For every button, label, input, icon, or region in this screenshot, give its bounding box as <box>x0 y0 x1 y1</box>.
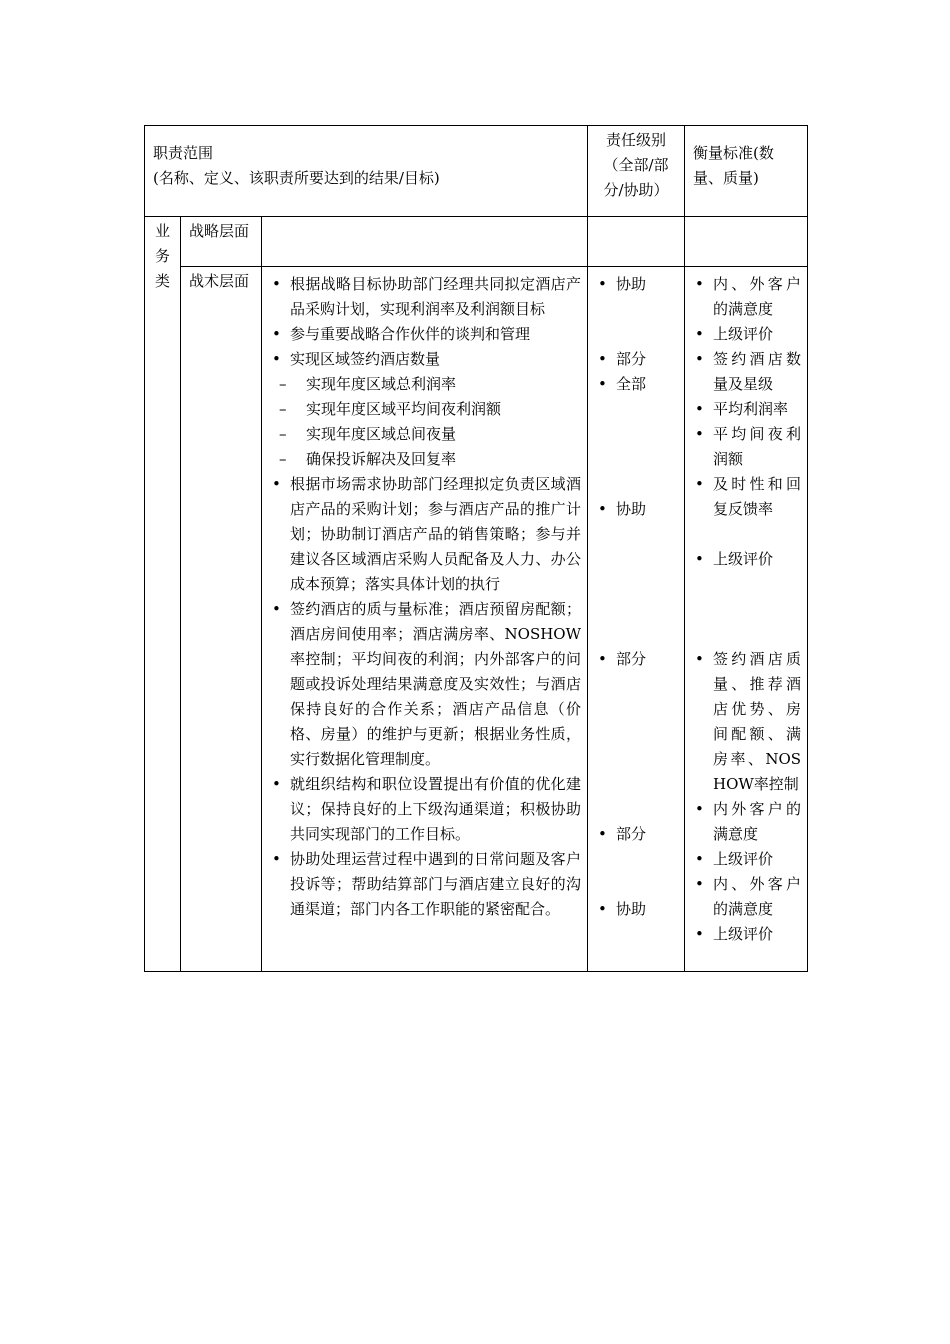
duty-item: • 协助处理运营过程中遇到的日常问题及客户投诉等；帮助结算部门与酒店建立良好的沟通渠道；部门内各工作职能的紧密配合。 <box>268 847 581 922</box>
sub-duty-item: – 实现年度区域总利润率 <box>268 372 581 397</box>
responsibility-item: • 部分 <box>594 822 678 847</box>
duty-item <box>268 347 581 472</box>
measure-item: • 上级评价 <box>691 922 801 947</box>
measure-item: • 上级评价 <box>691 847 801 872</box>
header-scope-cell <box>145 126 588 217</box>
duty-item-text: 实现区域签约酒店数量 <box>290 350 441 368</box>
responsibility-item: • 协助 <box>594 897 678 922</box>
tactics-level-label: 战术层面 <box>189 272 250 290</box>
strategy-level-label: 战略层面 <box>189 222 250 240</box>
responsibility-item: • 协助 <box>594 272 678 297</box>
header-measure-cell <box>685 126 808 217</box>
measure-item: • 签约酒店数量及星级 <box>691 347 801 397</box>
strategy-responsibility-cell <box>588 217 685 267</box>
duty-item: • 签约酒店的质与量标准；酒店预留房配额；酒店房间使用率；酒店满房率、NOSHOW率控制；平均间夜的利润；内外部客户的问题或投诉处理结果满意度及实效性；与酒店保持良好的合作关系；酒店产品信息（价格、房量）的维护与更新；根据业务性质，实行数据化管理制度。 <box>268 597 581 772</box>
strategy-level-cell <box>181 217 262 267</box>
duty-list <box>268 272 581 922</box>
tactics-measure-cell <box>685 267 808 972</box>
strategy-duty-cell <box>262 217 588 267</box>
duty-item: • 就组织结构和职位设置提出有价值的优化建议；保持良好的上下级沟通渠道；积极协助共同实现部门的工作目标。 <box>268 772 581 847</box>
measure-item: • 上级评价 <box>691 322 801 347</box>
responsibility-list <box>594 272 678 922</box>
responsibility-item: • 协助 <box>594 497 678 522</box>
duties-table <box>144 125 808 972</box>
measure-list <box>691 272 801 947</box>
responsibility-item: • 全部 <box>594 372 678 397</box>
sub-duty-item: – 实现年度区域平均间夜利润额 <box>268 397 581 422</box>
tactics-level-cell <box>181 267 262 972</box>
strategy-measure-cell <box>685 217 808 267</box>
measure-item: • 内外客户的满意度 <box>691 797 801 847</box>
header-scope-title: 职责范围 <box>153 144 214 162</box>
measure-item: • 平均间夜利润额 <box>691 422 801 472</box>
measure-item: • 上级评价 <box>691 547 801 572</box>
measure-item: • 内、外客户的满意度 <box>691 872 801 922</box>
header-responsibility-cell <box>588 126 685 217</box>
category-cell <box>145 217 181 972</box>
sub-duty-list <box>268 372 581 472</box>
measure-item: • 签约酒店质量、推荐酒店优势、房间配额、满房率、NOSHOW率控制 <box>691 647 801 797</box>
responsibility-item: • 部分 <box>594 347 678 372</box>
responsibility-item: • 部分 <box>594 647 678 672</box>
header-measure-standard: 衡量标准(数量、质量) <box>693 144 774 187</box>
strategy-row <box>145 217 808 267</box>
measure-item: • 平均利润率 <box>691 397 801 422</box>
tactics-responsibility-cell <box>588 267 685 972</box>
header-responsibility-level: 责任级别（全部/部分/协助） <box>603 131 669 199</box>
tactics-duty-cell <box>262 267 588 972</box>
sub-duty-item: – 确保投诉解决及回复率 <box>268 447 581 472</box>
header-scope-subtitle: (名称、定义、该职责所要达到的结果/目标) <box>153 169 440 187</box>
measure-item: • 内、外客户的满意度 <box>691 272 801 322</box>
table-header-row <box>145 126 808 217</box>
sub-duty-item: – 实现年度区域总间夜量 <box>268 422 581 447</box>
tactics-row <box>145 267 808 972</box>
measure-item: • 及时性和回复反馈率 <box>691 472 801 522</box>
duty-item: • 参与重要战略合作伙伴的谈判和管理 <box>268 322 581 347</box>
duty-item: • 根据战略目标协助部门经理共同拟定酒店产品采购计划，实现利润率及利润额目标 <box>268 272 581 322</box>
category-label: 业务类 <box>154 222 170 290</box>
duty-item: • 根据市场需求协助部门经理拟定负责区域酒店产品的采购计划；参与酒店产品的推广计划；协助制订酒店产品的销售策略；参与并建议各区域酒店采购人员配备及人力、办公成本预算；落实具体计划的执行 <box>268 472 581 597</box>
